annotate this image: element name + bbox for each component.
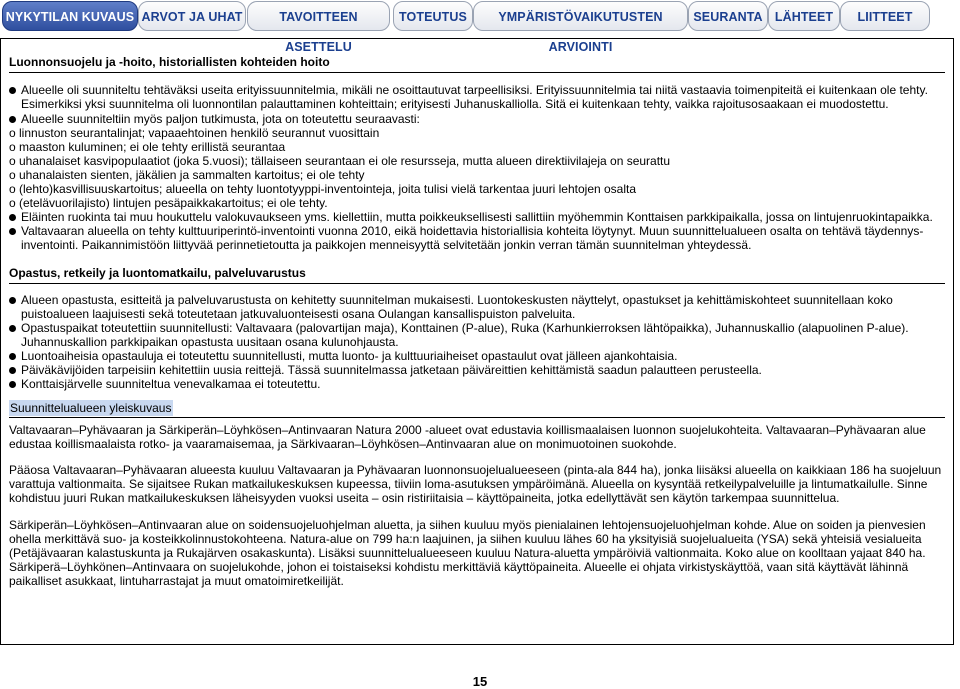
- paragraph-line: Valtavaaran alueella on tehty kulttuuriperintö-inventointi vuonna 2010, eikä hoidettavia historiallisia kohteita löytynyt. Muun suunnittelualueen osalta on tehtävä täydennys-: [21, 224, 924, 238]
- bullet-icon: [9, 353, 16, 360]
- sub-item: o (etelävuorilajisto) lintujen pesäpaikkakartoitus; ei ole tehty.: [9, 196, 328, 210]
- bullet-icon: [9, 325, 16, 332]
- paragraph-line: Juhannuskallion parkkipaikan opastusta uusitaan osana kulunohjausta.: [21, 335, 399, 349]
- tab-label: LÄHTEET: [774, 10, 834, 24]
- divider: [9, 72, 945, 73]
- paragraph-line: Päiväkävijöiden tarpeisiin kehitettiin uusia reittejä. Tässä suunnitelmassa jatketaan päiväreittien kehittämistä saadun palautteen perusteella.: [21, 363, 762, 377]
- tab-label: SEURANTA: [693, 10, 763, 24]
- sub-item: o linnuston seurantalinjat; vapaaehtoinen henkilö seurannut vuosittain: [9, 126, 380, 140]
- tab-label: TAVOITTEEN ASETTELU: [279, 10, 358, 54]
- paragraph-line: puistoalueen laajuisesti sekä toteutetaan jatkuvaluonteisesti osana Oulangan kansallispuiston palveluita.: [21, 307, 576, 321]
- tab-nykytilan-kuvaus[interactable]: [2, 1, 138, 31]
- sub-item: o uhanalaisten sienten, jäkälien ja sammalten kartoitus; ei ole tehty: [9, 168, 365, 182]
- paragraph-line: Luontoaiheisia opastauluja ei toteutettu suunnitellusti, mutta luonto- ja kulttuuriaiheiset opastaulut ovat jälleen ajankohtaisia.: [21, 349, 678, 363]
- paragraph-line: Opastuspaikat toteutettiin suunnitellusti: Valtavaara (palovartijan maja), Konttainen (P-alue), Ruka (Karhunkierroksen lähtöpaikka), Juhannuskallio (alapuolinen P-alue).: [21, 321, 909, 335]
- paragraph-line: paikalliset asukkaat, lintuharrastajat ja muut omatoimiretkeilijät.: [9, 574, 344, 588]
- sub-item: o uhanalaiset kasvipopulaatiot (joka 5.vuosi); tällaiseen seurantaan ei ole resursseja, mutta alueen direktiivilajeja on seurattu: [9, 154, 671, 168]
- paragraph-line: ohella merkittävä suo- ja kosteikkolinnustokohteena. Natura-alue on 799 ha:n laajuinen, ja siihen kuuluu lähes 60 ha yksityisiä suojelualueita (YSA) sekä yhteisiä vesialueita: [9, 532, 922, 546]
- tab-ymparistovaikutusten-arviointi[interactable]: [473, 1, 688, 54]
- paragraph-line: (Petäjävaaran kalastuskunta ja Rukajärven osakaskunta). Lisäksi suunnittelualueeseen kuuluu Natura-aluetta ympäröiviä valtionmaita. Koko alue on koolltaan yajaat 840 ha.: [9, 546, 926, 560]
- paragraph-line: Alueen opastusta, esitteitä ja palveluvarustusta on kehitetty suunnitelman mukaisesti. Luontokeskusten näyttelyt, opastukset ja kehittämiskohteet suunnitellaan koko: [21, 293, 893, 307]
- paragraph-line: Alueelle oli suunniteltu tehtäväksi useita erityissuunnitelmia, mikäli ne osoittautuvat tarpeellisiksi. Erityissuunnitelmia tai niitä vastaavia toimenpiteitä ei kuitenkaan ole tehty.: [21, 83, 928, 97]
- divider: [9, 417, 945, 418]
- tab-lahteet[interactable]: [768, 1, 840, 31]
- paragraph-line: varattuja valtionmaita. Se sijaitsee Rukan matkailukeskuksen kupeessa, tiiviin loma-asutuksen ympäröimänä. Alueella on kysyntää retkeilypalveluille ja lintumatkailulle. Sinne: [9, 477, 928, 491]
- tab-label: LIITTEET: [857, 10, 913, 24]
- bullet-icon: [9, 214, 16, 221]
- tab-tavoitteen-asettelu[interactable]: [247, 1, 390, 54]
- sub-item: o (lehto)kasvillisuuskartoitus; alueella on tehty luontotyyppi-inventointeja, joita tulisi vielä tarkentaa juuri lehtojen osalta: [9, 182, 637, 196]
- tab-liitteet[interactable]: [840, 1, 930, 31]
- page-number: 15: [472, 674, 488, 689]
- paragraph-line: Esimerkiksi yksi suunnitelma oli luonnontilan palauttaminen kohteittain; erityisesti Juhanuskalliolla. Sitä ei kuitenkaan tehty, vaikka rajoitusosaakaan ei muodostettu.: [21, 97, 889, 111]
- bullet-icon: [9, 87, 16, 94]
- paragraph-line: kohdistuu juuri Rukan matkailukeskuksen läheisyyden vuoksi useita – osin ristiriitaisia – käyttöpaineita, jotka edellyttävät sen käytön tarkempaa suunnittelua.: [9, 491, 840, 505]
- bullet-icon: [9, 228, 16, 235]
- bullet-icon: [9, 381, 16, 388]
- paragraph-line: Eläinten ruokinta tai muu houkuttelu valokuvaukseen yms. kiellettiin, mutta poikkeuksellisesti sallittiin myöhemmin Konttaisen parkkipaikalla, jossa on lintujenruokintapaikka.: [21, 210, 933, 224]
- section-title: Luonnonsuojelu ja -hoito, historiallisten kohteiden hoito: [9, 55, 330, 69]
- tab-label: YMPÄRISTÖVAIKUTUSTEN ARVIOINTI: [498, 10, 663, 54]
- paragraph-line: inventointi. Paikannimistöön liittyvää perinnetietoutta ja paikkojen menneisyyttä selvitetään jonkin verran tämän suunnitelman yhteydessä.: [21, 238, 752, 252]
- sub-item: o maaston kuluminen; ei ole tehty erillistä seurantaa: [9, 140, 286, 154]
- tab-seuranta[interactable]: [688, 1, 768, 31]
- paragraph-line: Konttaisjärvelle suunniteltua venevalkamaa ei toteutettu.: [21, 377, 321, 391]
- paragraph-line: edustaa koillismaalaista rotko- ja vaaramaisemaa, ja Särkivaaran–Löyhkösen–Antinvaaran alue on monimuotoinen suokohde.: [9, 437, 677, 451]
- top-navigation: [0, 0, 960, 54]
- tab-label: ARVOT JA UHAT: [141, 10, 243, 24]
- bullet-icon: [9, 367, 16, 374]
- paragraph-line: Alueelle suunniteltiin myös paljon tutkimusta, jota on toteutettu seuraavasti:: [21, 112, 420, 126]
- paragraph-line: Pääosa Valtavaaran–Pyhävaaran alueesta kuuluu Valtavaaran ja Pyhävaaran luonnonsuojelualueeseen (pinta-ala 844 ha), jonka liisäksi alueella on kaikkiaan 186 ha suojeluun: [9, 463, 942, 477]
- section-title: Opastus, retkeily ja luontomatkailu, palveluvarustus: [9, 266, 306, 280]
- paragraph-line: Särkiperä–Löyhkönen–Antinvaara on suojelukohde, johon ei toistaiseksi kohdistu merkittäviä käyttöpaineita. Alueelle ei ohjata virkistyskäyttöä, vaan sitä käyttävät lähinnä: [9, 560, 909, 574]
- bullet-icon: [9, 297, 16, 304]
- tab-label: TOTEUTUS: [399, 10, 467, 24]
- section-title: Suunnittelualueen yleiskuvaus: [10, 401, 172, 415]
- divider: [9, 283, 945, 284]
- tab-toteutus[interactable]: [393, 1, 473, 31]
- tab-label: NYKYTILAN KUVAUS: [5, 10, 135, 24]
- bullet-icon: [9, 116, 16, 123]
- tab-arvot-ja-uhat[interactable]: [138, 1, 246, 31]
- paragraph-line: Valtavaaran–Pyhävaaran ja Särkiperän–Löyhkösen–Antinvaaran Natura 2000 -alueet ovat edustavia koillismaalaisen luonnon suojelukohteita. Valtavaaran–Pyhävaaran alue: [9, 423, 926, 437]
- paragraph-line: Särkiperän–Löyhkösen–Antinvaaran alue on soidensuojeluohjelman aluetta, ja siihen kuuluu myös pienialainen lehtojensuojeluohjelman kohde. Alue on soiden ja pienvesien: [9, 518, 926, 532]
